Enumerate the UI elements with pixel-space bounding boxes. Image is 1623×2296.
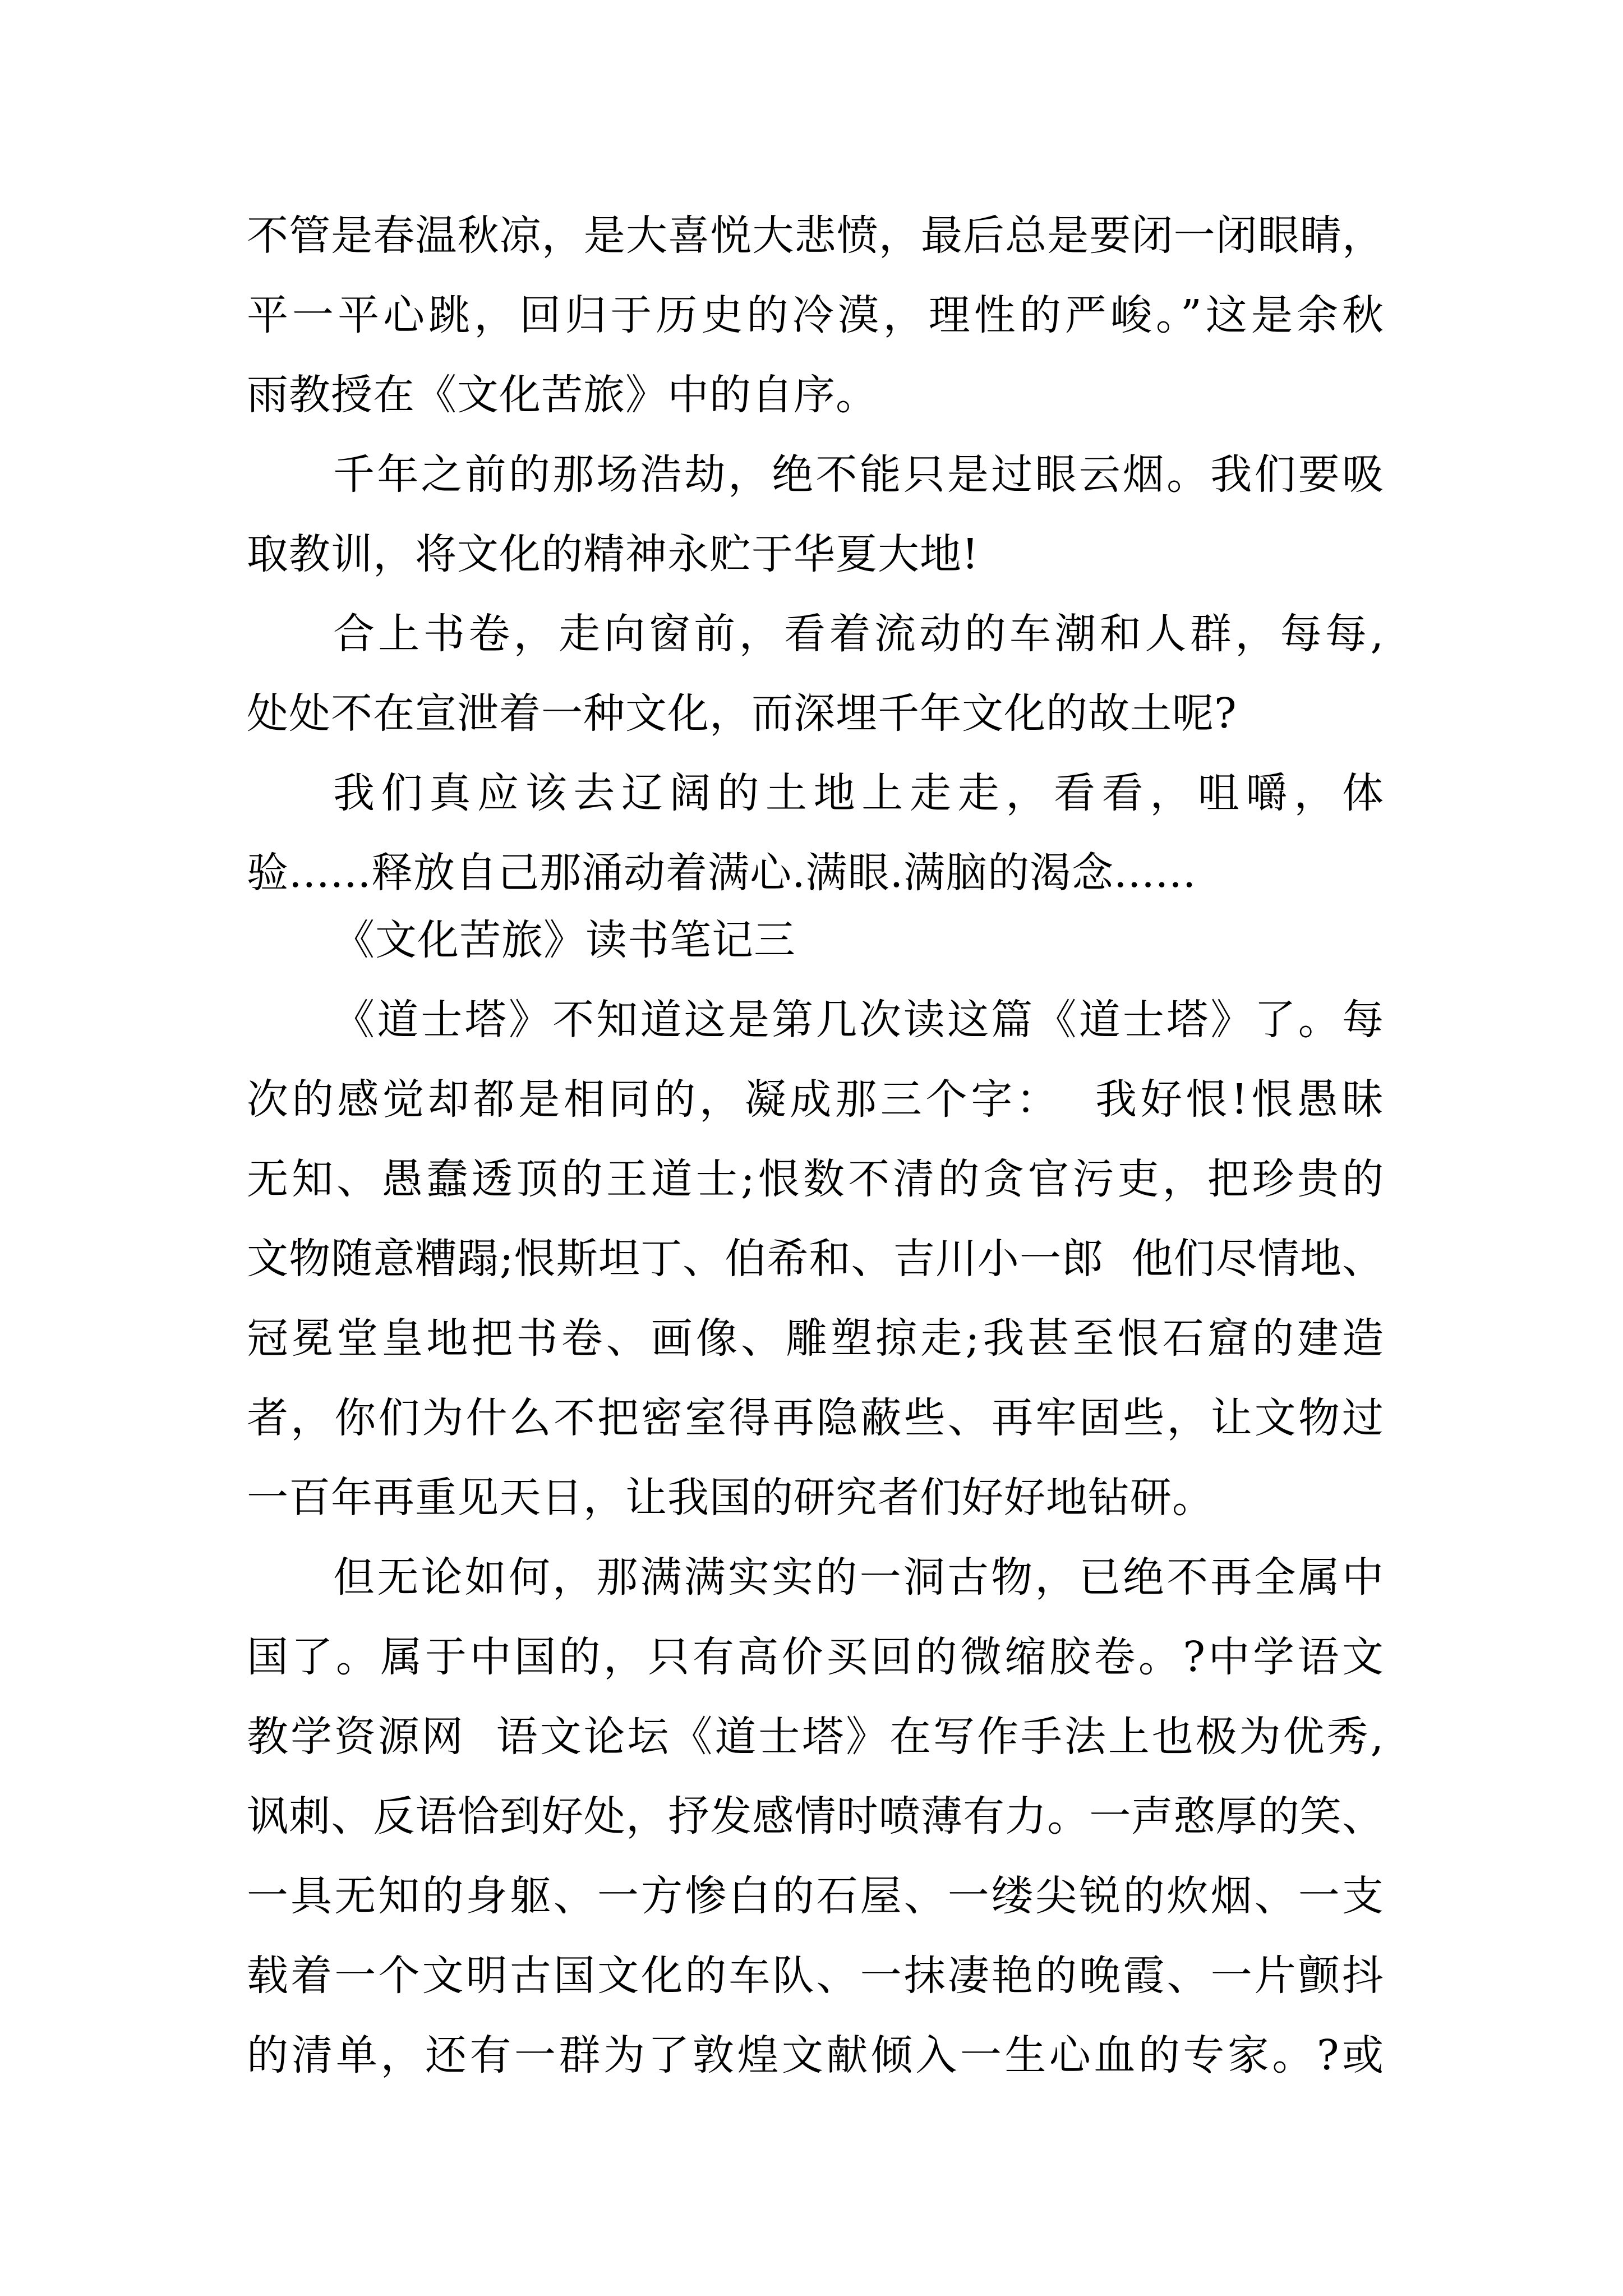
text-line-22: 一具无知的身躯、一方惨白的石屋、一缕尖锐的炊烟、一支 bbox=[247, 1872, 1384, 1920]
text-line-4: 千年之前的那场浩劫，绝不能只是过眼云烟。我们要吸 bbox=[333, 450, 1384, 499]
text-line-2: 平一平心跳，回归于历史的冷漠，理性的严峻。”这是余秋 bbox=[247, 291, 1384, 339]
text-line-23: 载着一个文明古国文化的车队、一抹凄艳的晚霞、一片颤抖 bbox=[247, 1952, 1384, 2000]
text-line-16: 者，你们为什么不把密室得再隐蔽些、再牢固些，让文物过 bbox=[247, 1394, 1384, 1442]
text-line-19: 国了。属于中国的，只有高价买回的微缩胶卷。?中学语文 bbox=[247, 1633, 1384, 1681]
text-line-20: 教学资源网 语文论坛《道士塔》在写作手法上也极为优秀, bbox=[247, 1713, 1384, 1761]
text-line-13: 无知、愚蠢透顶的王道士;恨数不清的贪官污吏，把珍贵的 bbox=[247, 1155, 1384, 1203]
text-line-8: 我们真应该去辽阔的土地上走走，看看，咀嚼，体 bbox=[333, 769, 1384, 817]
text-line-5: 取教训，将文化的精神永贮于华夏大地! bbox=[247, 530, 979, 578]
text-line-15: 冠冕堂皇地把书卷、画像、雕塑掠走;我甚至恨石窟的建造 bbox=[247, 1314, 1384, 1363]
section-heading: 《文化苦旅》读书笔记三 bbox=[333, 916, 796, 964]
text-line-12: 次的感觉却都是相同的，凝成那三个字： 我好恨!恨愚昧 bbox=[247, 1075, 1384, 1124]
text-line-1: 不管是春温秋凉，是大喜悦大悲愤，最后总是要闭一闭眼睛， bbox=[247, 211, 1384, 260]
text-line-21: 讽刺、反语恰到好处，抒发感情时喷薄有力。一声憨厚的笑、 bbox=[247, 1792, 1384, 1841]
text-line-11: 《道士塔》不知道这是第几次读这篇《道士塔》了。每 bbox=[333, 996, 1384, 1044]
text-line-18: 但无论如何，那满满实实的一洞古物，已绝不再全属中 bbox=[333, 1553, 1384, 1602]
text-line-3: 雨教授在《文化苦旅》中的自序。 bbox=[247, 371, 878, 419]
text-line-7: 处处不在宣泄着一种文化，而深埋千年文化的故土呢? bbox=[247, 689, 1237, 738]
text-line-14: 文物随意糟蹋;恨斯坦丁、伯希和、吉川小一郎 他们尽情地、 bbox=[247, 1235, 1384, 1283]
text-line-6: 合上书卷，走向窗前，看着流动的车潮和人群，每每, bbox=[333, 610, 1384, 658]
text-line-24: 的清单，还有一群为了敦煌文献倾入一生心血的专家。?或 bbox=[247, 2031, 1384, 2079]
text-line-17: 一百年再重见天日，让我国的研究者们好好地钻研。 bbox=[247, 1474, 1214, 1522]
text-line-9: 验......释放自己那涌动着满心.满眼.满脑的渴念...... bbox=[247, 849, 1197, 897]
